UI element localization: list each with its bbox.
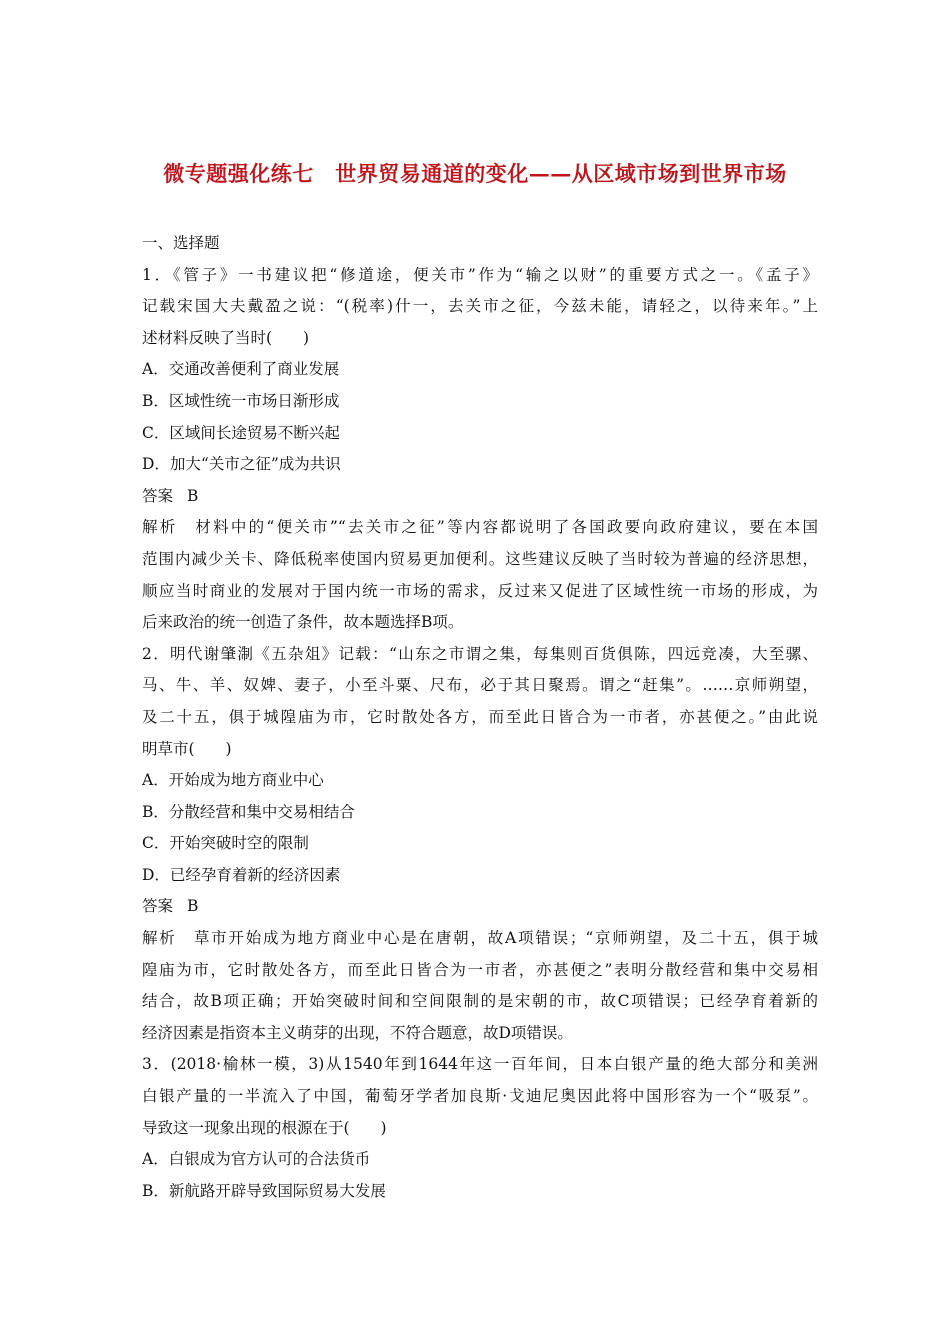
question-1 xyxy=(142,260,818,639)
analysis-line: 解析 材料中的“便关市”“去关市之征”等内容都说明了各国政要向政府建议，要在本国 xyxy=(142,518,818,537)
analysis-line: 经济因素是指资本主义萌芽的出现，不符合题意，故D项错误。 xyxy=(142,1023,573,1042)
question-stem-line: 2．明代谢肇淛《五杂俎》记载：“山东之市谓之集，每集则百货俱陈，四远竞凑，大至骡、 xyxy=(142,644,818,663)
answer-label: 答案 xyxy=(142,486,174,505)
section-heading: 一、选择题 xyxy=(142,234,220,252)
answer-value: B xyxy=(187,897,199,916)
answer-label: 答案 xyxy=(142,897,174,916)
question-stem-line: 记载宋国大夫戴盈之说：“(税率)什一，去关市之征，今兹未能，请轻之，以待来年。”上 xyxy=(142,297,818,316)
analysis-line: 解析 草市开始成为地方商业中心是在唐朝，故A项错误；“京师朔望，及二十五，俱于城 xyxy=(142,929,818,948)
question-stem-line: 白银产量的一半流入了中国，葡萄牙学者加良斯·戈迪尼奥因此将中国形容为一个“吸泵”。 xyxy=(142,1087,818,1106)
analysis-line: 范围内减少关卡、降低税率使国内贸易更加便利。这些建议反映了当时较为普遍的经济思想， xyxy=(142,549,818,568)
analysis-line: 隍庙为市，它时散处各方，而至此日皆合为一市者，亦甚便之”表明分散经营和集中交易相 xyxy=(142,960,818,979)
analysis-line: 顺应当时商业的发展对于国内统一市场的需求，反过来又促进了区域性统一市场的形成，为 xyxy=(142,581,818,600)
question-stem-line: 明草市( ) xyxy=(142,739,232,758)
option-a: A．交通改善便利了商业发展 xyxy=(142,360,340,379)
option-a: A．白银成为官方认可的合法货币 xyxy=(142,1150,371,1169)
option-c: C．开始突破时空的限制 xyxy=(142,834,309,853)
option-b: B．分散经营和集中交易相结合 xyxy=(142,802,355,821)
answer-value: B xyxy=(187,486,199,505)
option-b: B．区域性统一市场日渐形成 xyxy=(142,391,340,410)
question-2 xyxy=(142,639,818,1050)
option-b: B．新航路开辟导致国际贸易大发展 xyxy=(142,1181,386,1200)
answer-line xyxy=(142,481,818,513)
question-stem-line: 马、牛、羊、奴婢、妻子，小至斗粟、尺布，必于其日聚焉。谓之“赶集”。……京师朔望， xyxy=(142,676,818,695)
option-c: C．区域间长途贸易不断兴起 xyxy=(142,423,340,442)
question-stem-line: 述材料反映了当时( ) xyxy=(142,328,310,347)
question-list xyxy=(142,228,818,1207)
option-a: A．开始成为地方商业中心 xyxy=(142,771,324,790)
question-stem-line: 导致这一现象出现的根源在于( ) xyxy=(142,1118,387,1137)
question-stem-line: 1．《管子》一书建议把“修道途，便关市”作为“输之以财”的重要方式之一。《孟子》 xyxy=(142,265,818,284)
question-stem-line: 3．(2018·榆林一模，3)从1540年到1644年这一百年间，日本白银产量的绝大部分和美洲 xyxy=(142,1055,818,1074)
question-stem-line: 及二十五，俱于城隍庙为市，它时散处各方，而至此日皆合为一市者，亦甚便之。”由此说 xyxy=(142,707,818,726)
question-3 xyxy=(142,1049,818,1207)
option-d: D．已经孕育着新的经济因素 xyxy=(142,865,341,884)
analysis-line: 后来政治的统一创造了条件，故本题选择B项。 xyxy=(142,613,464,632)
analysis-line: 结合，故B项正确；开始突破时间和空间限制的是宋朝的市，故C项错误；已经孕育着新的 xyxy=(142,992,818,1011)
option-d: D．加大“关市之征”成为共识 xyxy=(142,455,341,474)
answer-line xyxy=(142,891,818,923)
page-title: 微专题强化练七 世界贸易通道的变化——从区域市场到世界市场 xyxy=(163,161,787,186)
